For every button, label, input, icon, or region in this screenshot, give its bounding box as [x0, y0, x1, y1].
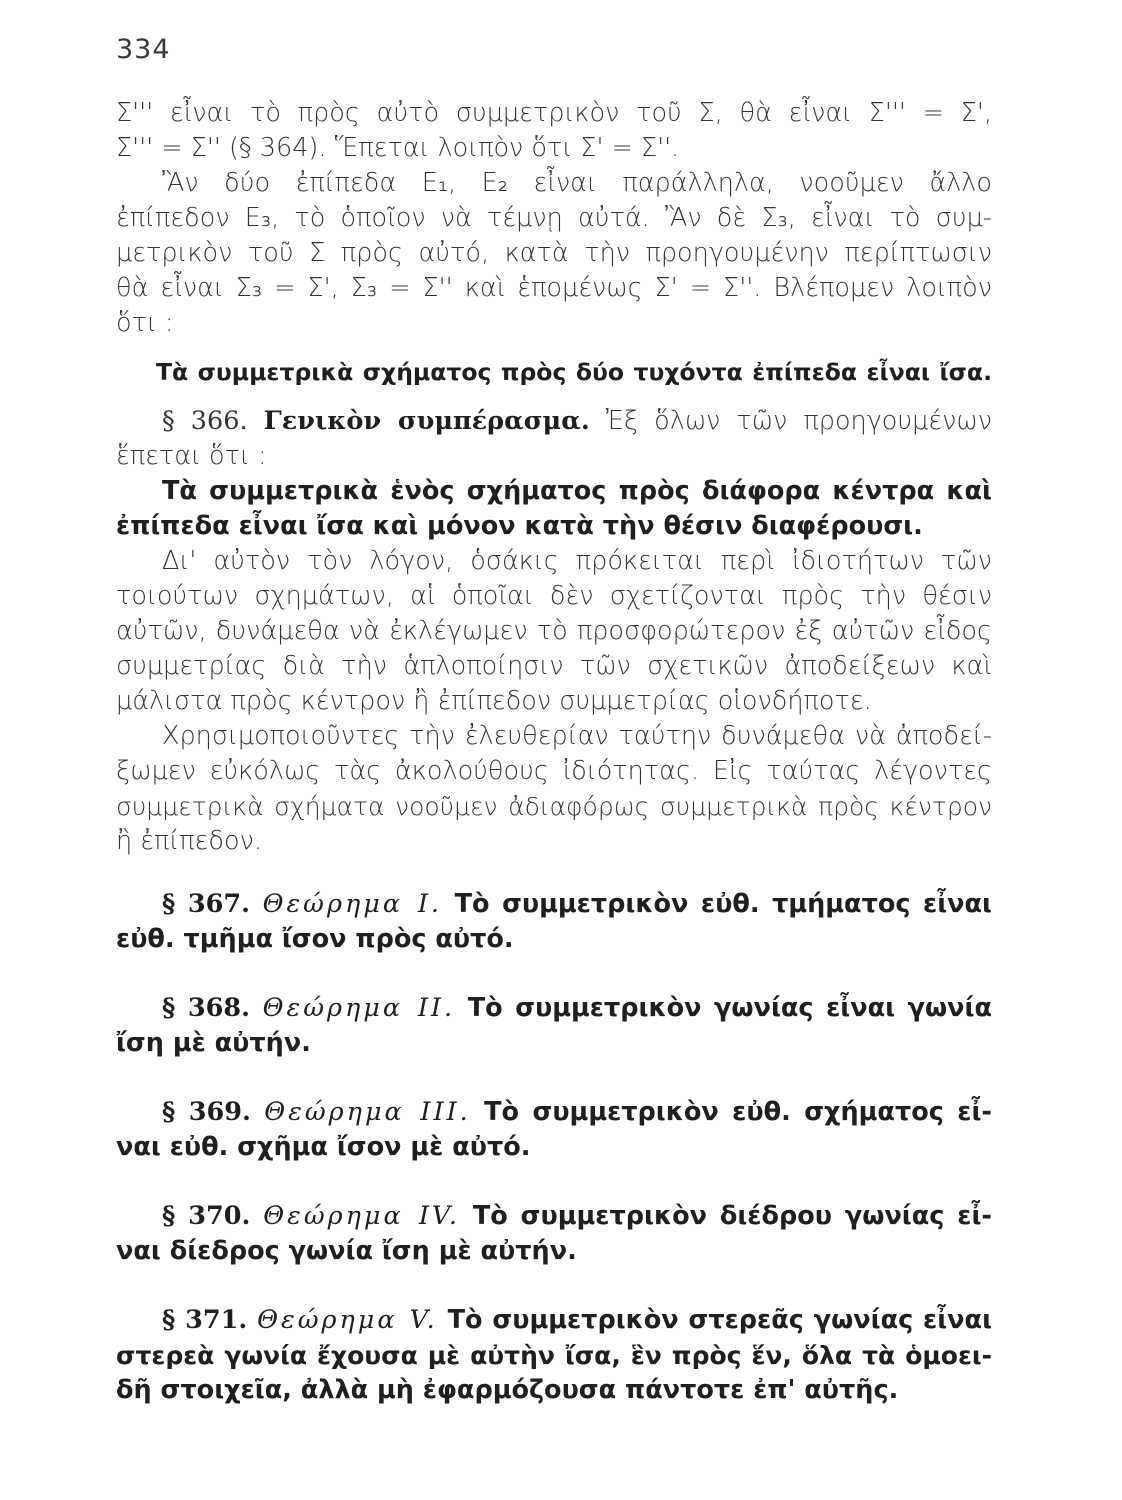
text-line: τοιούτων σχημάτων, αἱ ὁποῖαι δὲν σχετίζονται πρὸς τὴν θέσιν	[116, 581, 992, 611]
theorem-text: ναι δίεδρος γωνία ἴση μὲ αὐτήν.	[116, 1236, 577, 1266]
theorem-371	[116, 1303, 992, 1338]
conclusion-statement: ἐπίπεδα εἶναι ἴσα καὶ μόνον κατὰ τὴν θέσιν διαφέρουσι.	[116, 511, 923, 541]
text-line: ἕπεται ὅτι :	[116, 441, 267, 471]
theorem-368	[116, 991, 992, 1026]
theorem-label: Θεώρημα ΙΙ.	[262, 993, 456, 1023]
text-line: συμμετρίας διὰ τὴν ἁπλοποίησιν τῶν σχετικῶν ἀποδείξεων καὶ	[116, 651, 992, 681]
theorem-number: § 367.	[162, 889, 251, 919]
text-line: ὅτι :	[116, 308, 174, 338]
text-line: ἐπίπεδον Ε₃, τὸ ὁποῖον νὰ τέμνῃ αὐτά. Ἂν δὲ Σ₃, εἶναι τὸ συμ-	[116, 203, 992, 233]
theorem-number: § 368.	[162, 993, 251, 1023]
text-line: συμμετρικὰ σχήματα νοοῦμεν ἀδιαφόρως συμμετρικὰ πρὸς κέντρον	[116, 792, 992, 821]
theorem-label: Θεώρημα IV.	[263, 1201, 460, 1231]
section-366-heading	[116, 404, 992, 439]
theorem-label: Θεώρημα Ι.	[262, 889, 443, 919]
conclusion-statement: Τὰ συμμετρικὰ ἑνὸς σχήματος πρὸς διάφορα κέντρα καὶ	[162, 476, 992, 506]
theorem-text: Τὸ συμμετρικὸν εὐθ. τμήματος εἶναι	[454, 889, 992, 919]
theorem-text: ἴση μὲ αὐτήν.	[116, 1028, 311, 1058]
theorem-text: δῆ στοιχεῖα, ἀλλὰ μὴ ἐφαρμόζουσα πάντοτε ἐπ' αὐτῆς.	[116, 1375, 899, 1405]
conclusion-statement: Τὰ συμμετρικὰ σχήματος πρὸς δύο τυχόντα ἐπίπεδα εἶναι ἴσα.	[156, 358, 992, 386]
theorem-number: § 370.	[162, 1201, 251, 1231]
theorem-label: Θεώρημα V.	[257, 1305, 438, 1335]
text-line: ἢ ἐπίπεδον.	[116, 826, 262, 856]
text-line: μάλιστα πρὸς κέντρον ἢ ἐπίπεδον συμμετρίας οἱονδήποτε.	[116, 686, 872, 716]
section-text: Ἐξ ὅλων τῶν προηγουμένων	[605, 406, 993, 436]
text-line: μετρικὸν τοῦ Σ πρὸς αὐτό, κατὰ τὴν προηγουμένην περίπτωσιν	[116, 238, 992, 268]
theorem-text: εὐθ. τμῆμα ἴσον πρὸς αὐτό.	[116, 924, 514, 954]
theorem-367	[116, 887, 992, 922]
theorem-number: § 371.	[162, 1305, 248, 1335]
text-line: Ἂν δύο ἐπίπεδα Ε₁, Ε₂ εἶναι παράλληλα, νοοῦμεν ἄλλο	[162, 168, 992, 198]
theorem-number: § 369.	[162, 1097, 251, 1127]
page-number: 334	[116, 34, 171, 65]
page-body	[116, 96, 992, 1408]
section-title: Γενικὸν συμπέρασμα.	[263, 406, 590, 436]
theorem-text: Τὸ συμμετρικὸν εὐθ. σχήματος εἶ-	[484, 1097, 992, 1127]
theorem-text: Τὸ συμμετρικὸν στερεᾶς γωνίας εἶναι	[447, 1305, 993, 1335]
theorem-text: στερεὰ γωνία ἔχουσα μὲ αὐτὴν ἴσα, ἓν πρὸς ἕν, ὅλα τὰ ὁμοει-	[116, 1341, 992, 1370]
section-number: § 366.	[162, 406, 248, 436]
theorem-text: Τὸ συμμετρικὸν διέδρου γωνίας εἶ-	[472, 1201, 992, 1231]
theorem-text: ναι εὐθ. σχῆμα ἴσον μὲ αὐτό.	[116, 1132, 531, 1162]
text-line: Σ''' εἶναι τὸ πρὸς αὐτὸ συμμετρικὸν τοῦ Σ, θὰ εἶναι Σ''' = Σ',	[116, 98, 992, 128]
text-line: Χρησιμοποιοῦντες τὴν ἐλευθερίαν ταύτην δυνάμεθα νὰ ἀποδεί-	[162, 721, 992, 751]
text-line: αὐτῶν, δυνάμεθα νὰ ἐκλέγωμεν τὸ προσφορώτερον ἐξ αὐτῶν εἶδος	[116, 616, 992, 646]
text-line: Δι' αὐτὸν τὸν λόγον, ὁσάκις πρόκειται περὶ ἰδιοτήτων τῶν	[162, 546, 992, 576]
text-line: ξωμεν εὐκόλως τὰς ἀκολούθους ἰδιότητας. Εἰς ταύτας λέγοντες	[116, 756, 992, 786]
theorem-text: Τὸ συμμετρικὸν γωνίας εἶναι γωνία	[467, 993, 992, 1023]
text-line: Σ''' = Σ'' (§ 364). Ἕπεται λοιπὸν ὅτι Σ' = Σ''.	[116, 133, 680, 163]
theorem-370	[116, 1199, 992, 1234]
text-line: θὰ εἶναι Σ₃ = Σ', Σ₃ = Σ'' καὶ ἑπομένως Σ' = Σ''. Βλέπομεν λοιπὸν	[116, 273, 992, 303]
theorem-369	[116, 1095, 992, 1130]
theorem-label: Θεώρημα ΙΙΙ.	[264, 1097, 471, 1127]
